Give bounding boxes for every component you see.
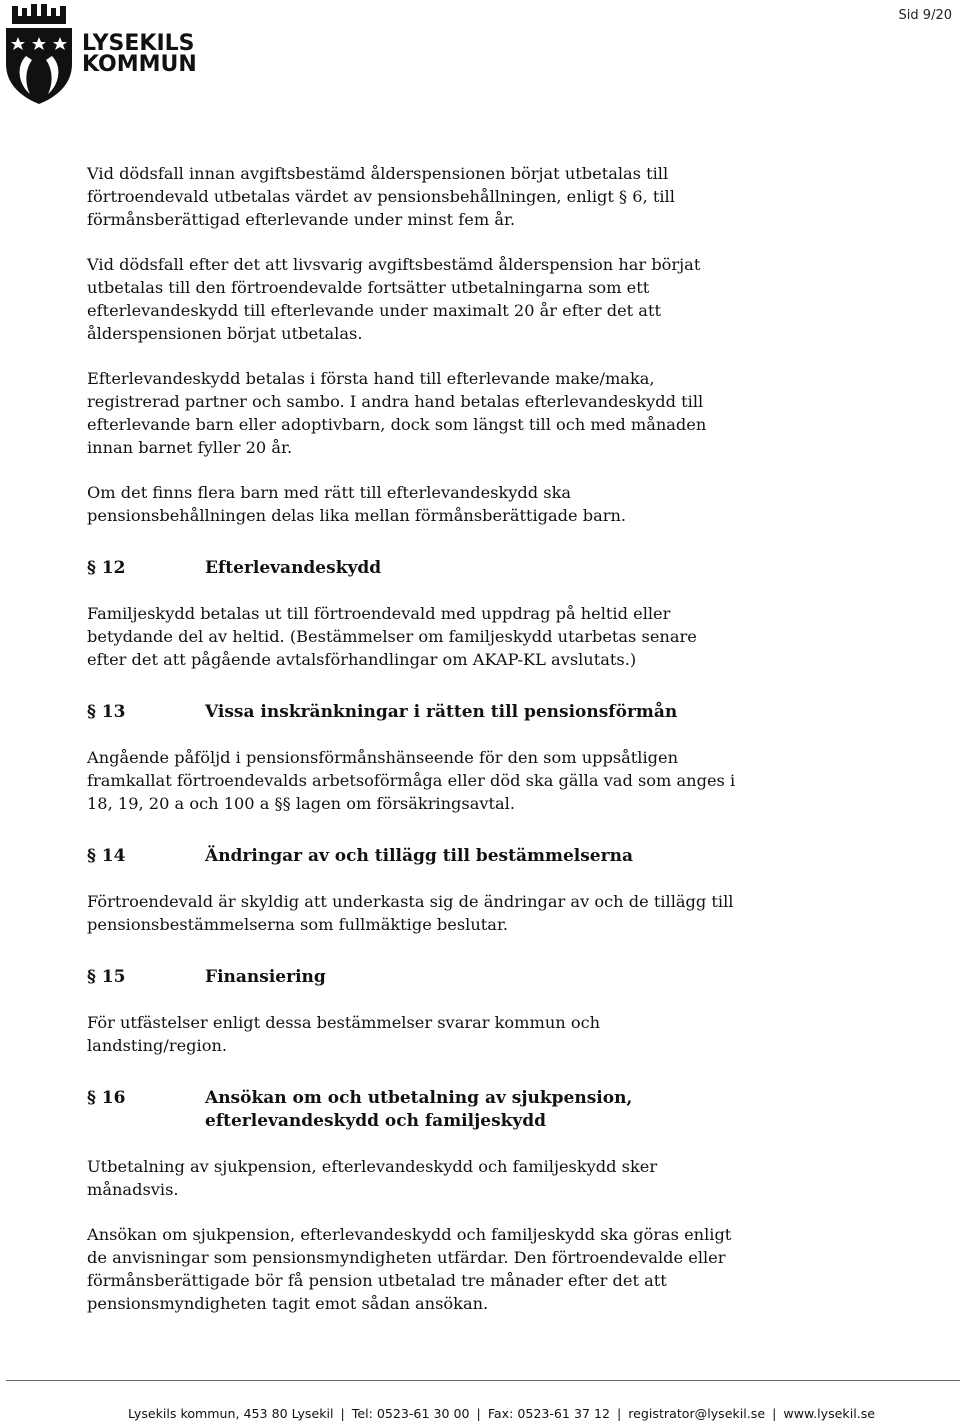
document-body [87, 162, 737, 1337]
footer-separator: | [340, 1406, 345, 1421]
lysekil-coat-of-arms-logo [2, 2, 202, 106]
paragraph: Angående påföljd i pensionsförmånshänseende för den som uppsåtligen framkallat förtroendevalds arbetsoförmåga eller död ska gälla vad som anges i 18, 19, 20 a och 100 a §§ lagen om försäkringsavtal. [87, 748, 736, 813]
footer-website-link[interactable]: www.lysekil.se [783, 1406, 876, 1421]
section-number: § 15 [87, 967, 126, 987]
paragraph: Ansökan om sjukpension, efterlevandeskydd och familjeskydd ska göras enligt de anvisningar som pensionsmyndigheten utfärdar. Den förtroendevalde eller förmånsberättigade bör få pension utbetalad tre månader efter det att pensionsmyndigheten tagit emot sådan ansökan. [87, 1225, 732, 1313]
footer-fax: Fax: 0523-61 37 12 [487, 1406, 610, 1421]
section-heading-15 [87, 966, 737, 989]
section-number: § 13 [87, 702, 126, 722]
page-header [0, 0, 960, 110]
svg-text:KOMMUN: KOMMUN [82, 52, 197, 77]
paragraph: Familjeskydd betalas ut till förtroendevald med uppdrag på heltid eller betydande del av heltid. (Bestämmelser om familjeskydd utarbetas senare efter det att pågående avtalsförhandlingar om AKAP-KL avslutats.) [87, 604, 697, 669]
page-footer [128, 1406, 875, 1421]
section-title: Ansökan om och utbetalning av sjukpension, efterlevandeskydd och familjeskydd [205, 1088, 633, 1131]
footer-phone: Tel: 0523-61 30 00 [351, 1406, 470, 1421]
footer-separator: | [772, 1406, 777, 1421]
svg-text:LYSEKILS: LYSEKILS [82, 31, 195, 56]
section-title: Ändringar av och tillägg till bestämmelserna [205, 846, 633, 866]
paragraph: Förtroendevald är skyldig att underkasta sig de ändringar av och de tillägg till pensionsbestämmelserna som fullmäktige beslutar. [87, 892, 734, 934]
paragraph: Vid dödsfall efter det att livsvarig avgiftsbestämd ålderspension har börjat utbetalas till den förtroendevalde fortsätter utbetalningarna som ett efterlevandeskydd till efterlevande under maximalt 20 år efter det att ålderspensionen börjat utbetalas. [87, 255, 701, 343]
paragraph: Utbetalning av sjukpension, efterlevandeskydd och familjeskydd sker månadsvis. [87, 1157, 658, 1199]
section-number: § 12 [87, 558, 126, 578]
paragraph: För utfästelser enligt dessa bestämmelser svarar kommun och landsting/region. [87, 1013, 601, 1055]
paragraph: Efterlevandeskydd betalas i första hand till efterlevande make/maka, registrerad partner och sambo. I andra hand betalas efterlevandeskydd till efterlevande barn eller adoptivbarn, dock som längst till och med månaden innan barnet fyller 20 år. [87, 369, 707, 457]
footer-divider [6, 1380, 960, 1381]
footer-email-link[interactable]: registrator@lysekil.se [628, 1406, 766, 1421]
footer-separator: | [617, 1406, 622, 1421]
section-number: § 16 [87, 1088, 126, 1108]
section-heading-12 [87, 557, 737, 580]
section-number: § 14 [87, 846, 126, 866]
section-heading-13 [87, 701, 737, 724]
paragraph: Vid dödsfall innan avgiftsbestämd ålderspensionen börjat utbetalas till förtroendevald utbetalas värdet av pensionsbehållningen, enligt § 6, till förmånsberättigad efterlevande under minst fem år. [87, 164, 675, 229]
paragraph: Om det finns flera barn med rätt till efterlevandeskydd ska pensionsbehållningen delas lika mellan förmånsberättigade barn. [87, 483, 627, 525]
footer-address: Lysekils kommun, 453 80 Lysekil [128, 1406, 334, 1421]
page-number: Sid 9/20 [898, 8, 952, 23]
section-title: Vissa inskränkningar i rätten till pensionsförmån [205, 702, 678, 722]
section-heading-14 [87, 845, 737, 868]
section-title: Finansiering [205, 967, 326, 987]
section-heading-16 [87, 1087, 737, 1133]
footer-separator: | [476, 1406, 481, 1421]
section-title: Efterlevandeskydd [205, 558, 382, 578]
